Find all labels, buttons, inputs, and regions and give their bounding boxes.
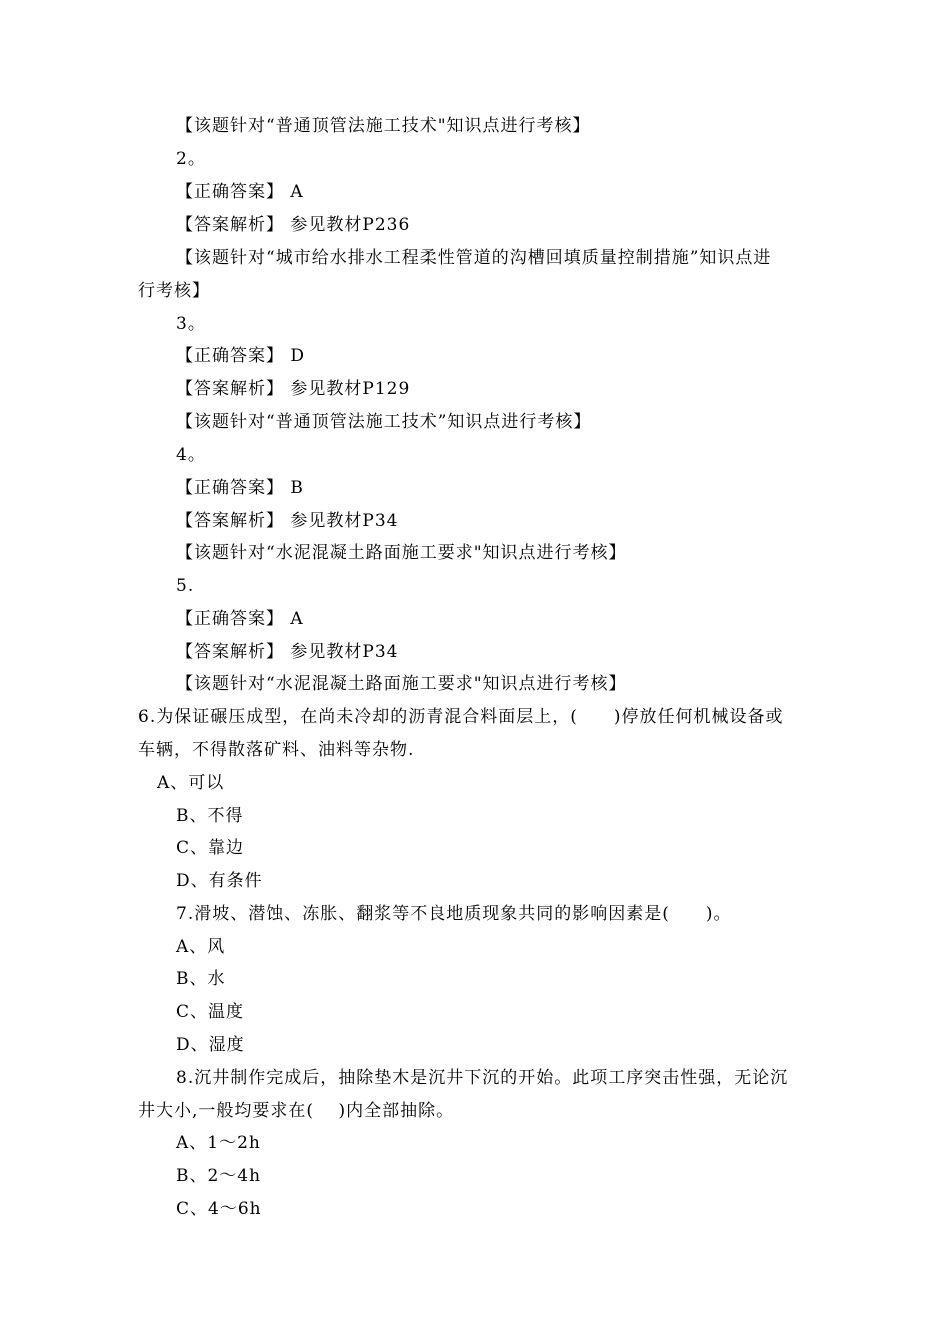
answer-option: C、4～6h (176, 1199, 262, 1219)
question-text: 8.沉井制作完成后，抽除垫木是沉井下沉的开始。此项工序突击性强，无论沉 (176, 1068, 789, 1088)
question-number: 5. (176, 576, 195, 596)
answer-option: C、靠边 (176, 838, 245, 858)
correct-answer: 【正确答案】 A (176, 182, 304, 202)
answer-explanation: 【答案解析】 参见教材P129 (176, 379, 411, 399)
answer-option: C、温度 (176, 1002, 245, 1022)
question-text-continued: 车辆，不得散落矿料、油料等杂物. (138, 740, 415, 760)
answer-explanation: 【答案解析】 参见教材P236 (176, 215, 411, 235)
answer-option: A、1～2h (176, 1133, 261, 1153)
question-number: 4。 (176, 445, 206, 465)
answer-option: B、2～4h (176, 1166, 262, 1186)
answer-explanation: 【答案解析】 参见教材P34 (176, 642, 399, 662)
answer-option: A、风 (176, 937, 226, 957)
knowledge-point-note-continued: 行考核】 (138, 281, 210, 301)
answer-option: B、不得 (176, 806, 244, 826)
answer-option: D、湿度 (176, 1035, 245, 1055)
question-text: 7.滑坡、潜蚀、冻胀、翻浆等不良地质现象共同的影响因素是( )。 (176, 904, 732, 924)
knowledge-point-note: 【该题针对“水泥混凝土路面施工要求"知识点进行考核】 (176, 543, 627, 563)
answer-option: D、有条件 (176, 871, 263, 891)
correct-answer: 【正确答案】 B (176, 478, 304, 498)
question-text-continued: 井大小,一般均要求在( )内全部抽除。 (138, 1101, 455, 1121)
question-text: 6.为保证碾压成型，在尚未冷却的沥青混合料面层上，( )停放任何机械设备或 (138, 707, 784, 727)
knowledge-point-note: 【该题针对“城市给水排水工程柔性管道的沟槽回填质量控制措施”知识点进 (176, 248, 772, 268)
knowledge-point-note: 【该题针对“普通顶管法施工技术”知识点进行考核】 (176, 412, 592, 432)
question-number: 2。 (176, 149, 206, 169)
question-number: 3。 (176, 314, 206, 334)
answer-explanation: 【答案解析】 参见教材P34 (176, 511, 399, 531)
answer-option: B、水 (176, 969, 226, 989)
knowledge-point-note: 【该题针对“水泥混凝土路面施工要求"知识点进行考核】 (176, 674, 627, 694)
correct-answer: 【正确答案】 D (176, 346, 306, 366)
answer-option: A、可以 (157, 773, 225, 793)
knowledge-point-note: 【该题针对“普通顶管法施工技术"知识点进行考核】 (176, 116, 591, 136)
correct-answer: 【正确答案】 A (176, 609, 304, 629)
